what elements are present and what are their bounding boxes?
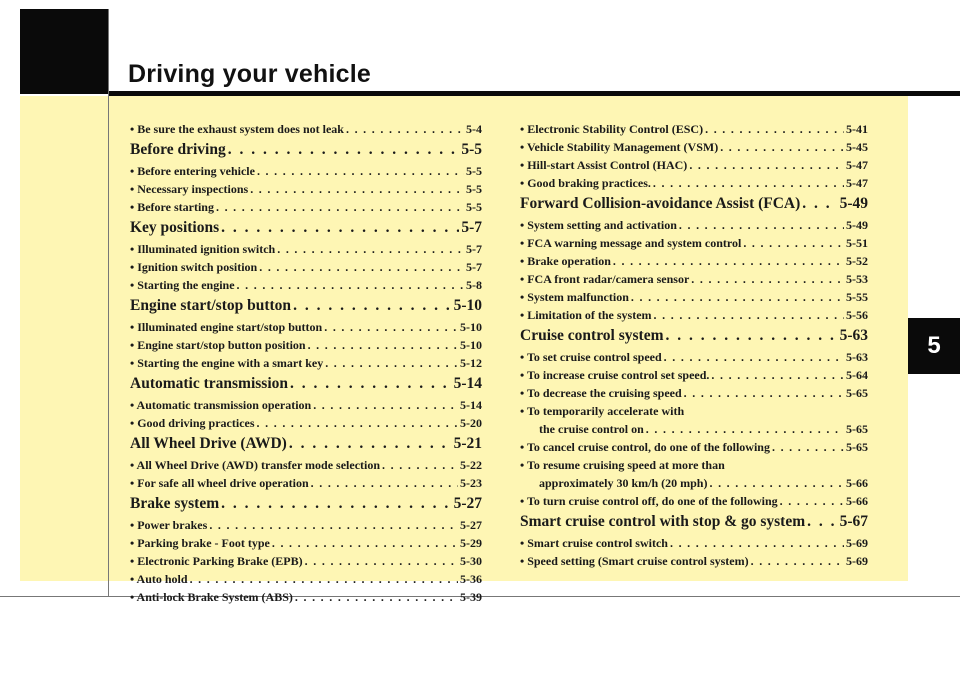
dot-leader xyxy=(295,590,458,605)
toc-entry-label: • Starting the engine with a smart key xyxy=(130,356,324,370)
toc-entry[interactable] xyxy=(130,416,482,434)
dot-leader xyxy=(228,141,460,159)
toc-entry-label: • FCA warning message and system control xyxy=(520,236,742,250)
toc-page-number: 5-69 xyxy=(846,536,868,550)
toc-entry-label: • Electronic Parking Brake (EPB) xyxy=(130,554,303,568)
dot-leader xyxy=(311,476,458,491)
dot-leader xyxy=(257,164,464,179)
toc-page-number: 5-65 xyxy=(846,386,868,400)
toc-page-number: 5-63 xyxy=(846,350,868,364)
toc-entry-label: Engine start/stop button xyxy=(130,297,292,314)
toc-entry[interactable] xyxy=(520,290,868,308)
toc-page-number: 5-69 xyxy=(846,554,868,568)
toc-entry[interactable] xyxy=(520,122,868,140)
dot-leader xyxy=(324,320,458,335)
toc-entry-label: • Brake operation xyxy=(520,254,611,268)
dot-leader xyxy=(293,297,452,315)
dot-leader xyxy=(313,398,458,413)
toc-entry[interactable] xyxy=(520,536,868,554)
toc-page-number: 5-27 xyxy=(453,495,482,512)
toc-entry-label: • To turn cruise control off, do one of the following xyxy=(520,494,778,508)
toc-entry[interactable] xyxy=(130,536,482,554)
dot-leader xyxy=(654,308,844,323)
toc-entry-label: • Speed setting (Smart cruise control system) xyxy=(520,554,749,568)
toc-page-number: 5-53 xyxy=(846,272,868,286)
dot-leader xyxy=(653,176,844,191)
toc-page-number: 5-66 xyxy=(846,494,868,508)
toc-entry[interactable] xyxy=(130,590,482,608)
dot-leader xyxy=(289,435,452,453)
chapter-number[interactable]: 5 xyxy=(927,332,941,359)
toc-column-left xyxy=(130,122,482,608)
toc-entry[interactable] xyxy=(130,182,482,200)
toc-entry-label: Automatic transmission xyxy=(130,375,289,392)
toc-entry-label: • Illuminated ignition switch xyxy=(130,242,276,256)
toc-entry[interactable] xyxy=(520,272,868,290)
toc-entry[interactable] xyxy=(520,158,868,176)
toc-section-heading[interactable] xyxy=(130,495,482,518)
toc-entry[interactable] xyxy=(130,554,482,572)
toc-entry-label: • Illuminated engine start/stop button xyxy=(130,320,323,334)
toc-entry-label: approximately 30 km/h (20 mph) xyxy=(539,476,708,490)
toc-page-number: 5-5 xyxy=(461,141,482,158)
toc-page-number: 5-14 xyxy=(453,375,482,392)
toc-entry[interactable] xyxy=(520,350,868,368)
toc-section-heading[interactable] xyxy=(130,297,482,320)
dot-leader xyxy=(382,458,458,473)
toc-entry-label: • Before starting xyxy=(130,200,214,214)
toc-page-number: 5-5 xyxy=(466,164,482,178)
toc-entry[interactable] xyxy=(130,278,482,296)
dot-leader xyxy=(666,327,838,345)
toc-page-number: 5-4 xyxy=(466,122,482,136)
toc-entry-label: Key positions xyxy=(130,219,220,236)
toc-entry[interactable] xyxy=(130,398,482,416)
toc-page-number: 5-51 xyxy=(846,236,868,250)
toc-entry-label: • To cancel cruise control, do one of the following xyxy=(520,440,770,454)
dot-leader xyxy=(216,200,464,215)
dot-leader xyxy=(802,195,837,213)
toc-entry-label: • Before entering vehicle xyxy=(130,164,255,178)
dot-leader xyxy=(691,272,844,287)
dot-leader xyxy=(272,536,458,551)
toc-page-number: 5-21 xyxy=(453,435,482,452)
toc-page-number: 5-39 xyxy=(460,590,482,604)
toc-page-number: 5-55 xyxy=(846,290,868,304)
toc-page-number: 5-41 xyxy=(846,122,868,136)
toc-entry-label: Forward Collision-avoidance Assist (FCA) xyxy=(520,195,801,212)
dot-leader xyxy=(772,440,844,455)
toc-entry-label: • Be sure the exhaust system does not leak xyxy=(130,122,344,136)
toc-entry[interactable] xyxy=(520,494,868,512)
toc-entry-label: • Limitation of the system xyxy=(520,308,652,322)
toc-entry[interactable] xyxy=(520,368,868,386)
dot-leader xyxy=(305,554,458,569)
dot-leader xyxy=(709,476,844,491)
toc-page-number: 5-10 xyxy=(453,297,482,314)
toc-entry-label: • Electronic Stability Control (ESC) xyxy=(520,122,704,136)
toc-entry-label: • System malfunction xyxy=(520,290,629,304)
toc-section-heading[interactable] xyxy=(130,141,482,164)
toc-entry[interactable] xyxy=(520,254,868,272)
toc-entry[interactable] xyxy=(130,200,482,218)
toc-entry-label: • Hill-start Assist Control (HAC) xyxy=(520,158,688,172)
toc-entry-label: • Parking brake - Foot type xyxy=(130,536,270,550)
dot-leader xyxy=(689,158,844,173)
toc-column-right xyxy=(520,122,868,572)
toc-entry[interactable] xyxy=(520,308,868,326)
dot-leader xyxy=(780,494,844,509)
toc-entry-label: • Necessary inspections xyxy=(130,182,249,196)
dot-leader xyxy=(684,386,844,401)
dot-leader xyxy=(257,416,458,431)
toc-section-heading[interactable] xyxy=(130,219,482,242)
dot-leader xyxy=(325,356,458,371)
dot-leader xyxy=(346,122,464,137)
dot-leader xyxy=(237,278,464,293)
dot-leader xyxy=(221,495,451,513)
toc-entry-label: • To decrease the cruising speed xyxy=(520,386,682,400)
toc-page-number: 5-7 xyxy=(461,219,482,236)
toc-entry[interactable]: • To resume cruising speed at more than xyxy=(520,458,725,472)
toc-page-number: 5-36 xyxy=(460,572,482,586)
dot-leader xyxy=(250,182,464,197)
toc-page-number: 5-7 xyxy=(466,242,482,256)
toc-entry[interactable]: • To temporarily accelerate with xyxy=(520,404,685,418)
dot-leader xyxy=(743,236,844,251)
toc-page-number: 5-22 xyxy=(460,458,482,472)
toc-entry[interactable] xyxy=(130,572,482,590)
toc-entry-label: Before driving xyxy=(130,141,226,158)
toc-page-number: 5-14 xyxy=(460,398,482,412)
toc-entry[interactable] xyxy=(520,236,868,254)
toc-entry[interactable] xyxy=(130,476,482,494)
toc-entry-label: • For safe all wheel drive operation xyxy=(130,476,309,490)
dot-leader xyxy=(308,338,458,353)
toc-page-number: 5-65 xyxy=(846,440,868,454)
page-title: Driving your vehicle xyxy=(128,60,371,88)
toc-entry-label: • Good driving practices xyxy=(130,416,255,430)
toc-page-number: 5-47 xyxy=(846,158,868,172)
toc-entry[interactable] xyxy=(130,338,482,356)
toc-entry-label: • To increase cruise control set speed. xyxy=(520,368,710,382)
toc-entry-label: • System setting and activation xyxy=(520,218,677,232)
toc-entry[interactable] xyxy=(520,554,868,572)
dot-leader xyxy=(209,518,458,533)
toc-page-number: 5-10 xyxy=(460,338,482,352)
toc-entry-label: Cruise control system xyxy=(520,327,664,344)
toc-entry-label: • All Wheel Drive (AWD) transfer mode selection xyxy=(130,458,381,472)
dot-leader xyxy=(807,513,837,531)
dot-leader xyxy=(705,122,844,137)
toc-entry-label: • Anti-lock Brake System (ABS) xyxy=(130,590,293,604)
dot-leader xyxy=(613,254,844,269)
toc-page-number: 5-63 xyxy=(839,327,868,344)
toc-page-number: 5-5 xyxy=(466,200,482,214)
toc-page-number: 5-27 xyxy=(460,518,482,532)
toc-entry-label: the cruise control on xyxy=(539,422,644,436)
dot-leader xyxy=(259,260,464,275)
toc-page-number: 5-64 xyxy=(846,368,868,382)
toc-entry-label: • Good braking practices. xyxy=(520,176,651,190)
toc-entry[interactable] xyxy=(520,440,868,458)
toc-entry-label: • Power brakes xyxy=(130,518,208,532)
toc-entry-label: All Wheel Drive (AWD) xyxy=(130,435,287,452)
dot-leader xyxy=(670,536,844,551)
dot-leader xyxy=(679,218,844,233)
toc-entry-label: • Ignition switch position xyxy=(130,260,258,274)
dot-leader xyxy=(631,290,844,305)
toc-page-number: 5-8 xyxy=(466,278,482,292)
toc-page-number: 5-29 xyxy=(460,536,482,550)
toc-page-number: 5-56 xyxy=(846,308,868,322)
dot-leader xyxy=(720,140,844,155)
dot-leader xyxy=(190,572,458,587)
toc-entry[interactable] xyxy=(520,422,868,440)
toc-entry[interactable] xyxy=(130,260,482,278)
dot-leader xyxy=(277,242,464,257)
toc-entry-label: • To set cruise control speed xyxy=(520,350,662,364)
toc-section-heading[interactable] xyxy=(520,513,868,536)
toc-page-number: 5-10 xyxy=(460,320,482,334)
toc-entry[interactable] xyxy=(520,176,868,194)
toc-page-number: 5-49 xyxy=(839,195,868,212)
toc-page-number: 5-47 xyxy=(846,176,868,190)
toc-entry-label: • Starting the engine xyxy=(130,278,235,292)
toc-entry-label: • Engine start/stop button position xyxy=(130,338,306,352)
toc-entry[interactable] xyxy=(130,242,482,260)
toc-entry[interactable] xyxy=(520,386,868,404)
toc-page-number: 5-30 xyxy=(460,554,482,568)
toc-entry[interactable] xyxy=(130,122,482,140)
toc-section-heading[interactable] xyxy=(130,435,482,458)
toc-entry[interactable] xyxy=(130,458,482,476)
toc-entry-label: • Automatic transmission operation xyxy=(130,398,312,412)
toc-page-number: 5-52 xyxy=(846,254,868,268)
toc-section-heading[interactable] xyxy=(130,375,482,398)
toc-entry[interactable] xyxy=(130,356,482,374)
toc-entry-label: • Vehicle Stability Management (VSM) xyxy=(520,140,719,154)
toc-page-number: 5-67 xyxy=(839,513,868,530)
toc-page-number: 5-49 xyxy=(846,218,868,232)
toc-entry-label: Brake system xyxy=(130,495,220,512)
toc-page-number: 5-7 xyxy=(466,260,482,274)
dot-leader xyxy=(646,422,844,437)
toc-entry-label: • Auto hold xyxy=(130,572,188,586)
margin-vertical-line xyxy=(108,9,109,597)
dot-leader xyxy=(290,375,452,393)
toc-entry[interactable] xyxy=(130,518,482,536)
toc-page-number: 5-45 xyxy=(846,140,868,154)
toc-entry-label: • Smart cruise control switch xyxy=(520,536,668,550)
dot-leader xyxy=(664,350,844,365)
dot-leader xyxy=(751,554,844,569)
toc-section-heading[interactable] xyxy=(520,195,868,218)
toc-entry[interactable] xyxy=(130,320,482,338)
toc-entry-label: • FCA front radar/camera sensor xyxy=(520,272,690,286)
toc-page-number: 5-5 xyxy=(466,182,482,196)
toc-entry[interactable] xyxy=(520,476,868,494)
toc-entry[interactable] xyxy=(520,140,868,158)
toc-page-number: 5-66 xyxy=(846,476,868,490)
toc-entry-label: Smart cruise control with stop & go system xyxy=(520,513,806,530)
dot-leader xyxy=(711,368,844,383)
toc-page-number: 5-65 xyxy=(846,422,868,436)
toc-page-number: 5-20 xyxy=(460,416,482,430)
toc-section-heading[interactable] xyxy=(520,327,868,350)
toc-entry[interactable] xyxy=(130,164,482,182)
toc-page-number: 5-23 xyxy=(460,476,482,490)
dot-leader xyxy=(221,219,459,237)
toc-entry[interactable] xyxy=(520,218,868,236)
toc-page-number: 5-12 xyxy=(460,356,482,370)
header-black-block xyxy=(20,9,108,94)
